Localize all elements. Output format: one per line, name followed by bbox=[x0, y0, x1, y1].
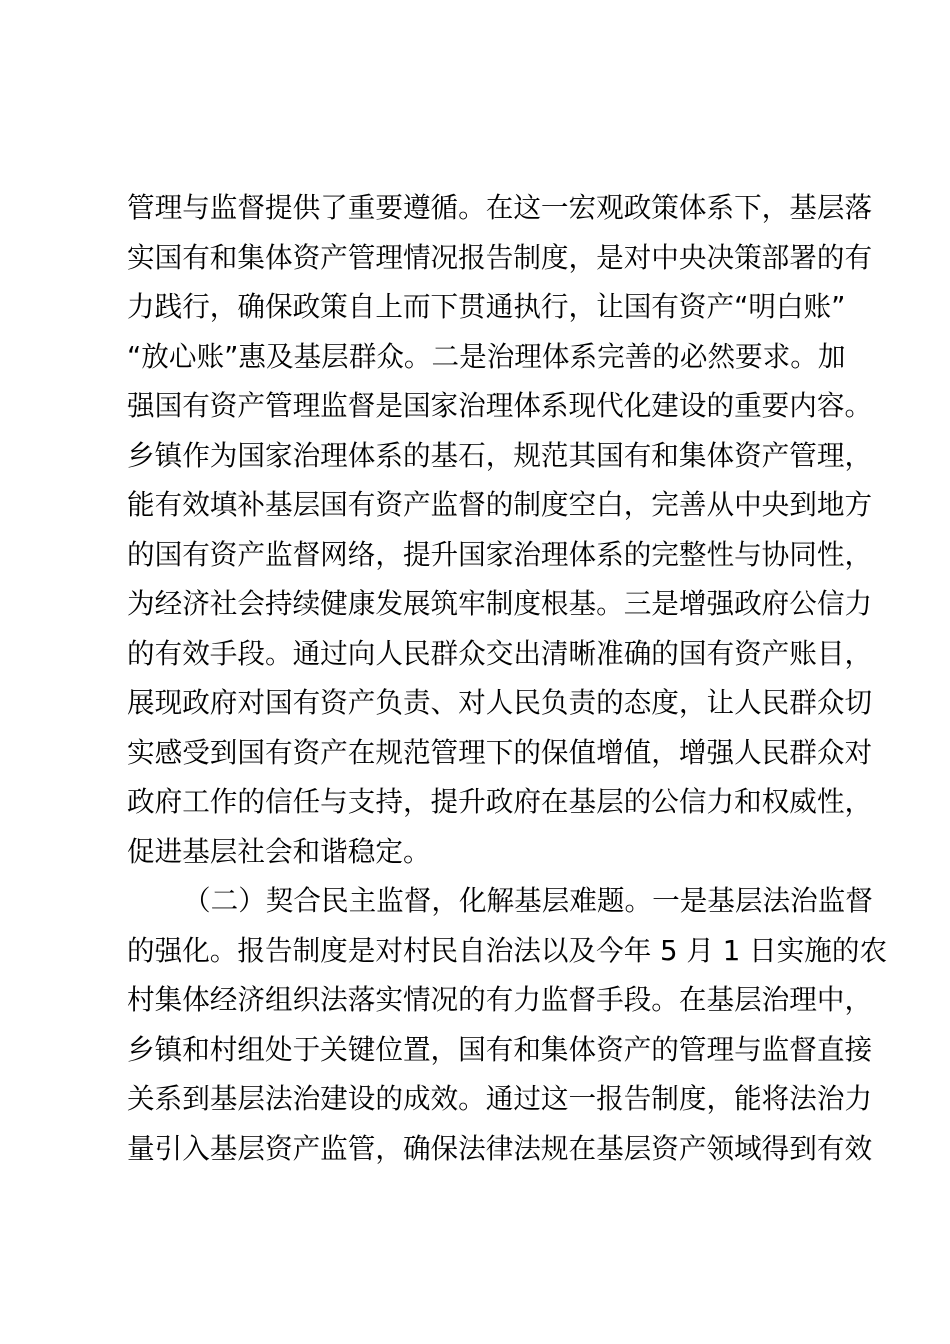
paragraph-2 bbox=[127, 876, 888, 1173]
paragraph-line: 村集体经济组织法落实情况的有力监督手段。在基层治理中， bbox=[127, 983, 873, 1016]
paragraph-line: 展现政府对国有资产负责、对人民负责的态度，让人民群众切 bbox=[127, 686, 873, 719]
paragraph-1 bbox=[127, 183, 873, 876]
paragraph-line: 促进基层社会和谐稳定。 bbox=[127, 834, 431, 868]
paragraph-line: “放心账”惠及基层群众。二是治理体系完善的必然要求。加 bbox=[127, 339, 846, 373]
paragraph-line: 政府工作的信任与支持，提升政府在基层的公信力和权威性， bbox=[127, 785, 873, 818]
paragraph-line: 为经济社会持续健康发展筑牢制度根基。三是增强政府公信力 bbox=[127, 587, 873, 620]
paragraph-line: 的国有资产监督网络，提升国家治理体系的完整性与协同性， bbox=[127, 537, 873, 571]
paragraph-line: 关系到基层法治建设的成效。通过这一报告制度，能将法治力 bbox=[127, 1082, 873, 1115]
body-text bbox=[127, 183, 888, 1173]
paragraph-line: 实国有和集体资产管理情况报告制度，是对中央决策部署的有 bbox=[127, 240, 873, 274]
paragraph-line: 管理与监督提供了重要遵循。在这一宏观政策体系下，基层落 bbox=[127, 191, 873, 224]
paragraph-line: 的有效手段。通过向人民群众交出清晰准确的国有资产账目， bbox=[127, 636, 873, 670]
paragraph-heading-line: （二）契合民主监督，化解基层难题。一是基层法治监督 bbox=[183, 884, 873, 917]
paragraph-line: 实感受到国有资产在规范管理下的保值增值，增强人民群众对 bbox=[127, 735, 873, 769]
paragraph-line: 量引入基层资产监管，确保法律法规在基层资产领域得到有效 bbox=[127, 1131, 873, 1165]
paragraph-line: 能有效填补基层国有资产监督的制度空白，完善从中央到地方 bbox=[127, 488, 873, 521]
paragraph-line: 的强化。报告制度是对村民自治法以及今年 5 月 1 日实施的农 bbox=[127, 933, 888, 967]
paragraph-line: 乡镇作为国家治理体系的基石，规范其国有和集体资产管理， bbox=[127, 438, 873, 472]
paragraph-line: 乡镇和村组处于关键位置，国有和集体资产的管理与监督直接 bbox=[127, 1032, 873, 1066]
paragraph-line: 力践行，确保政策自上而下贯通执行，让国有资产“明白账” bbox=[127, 290, 846, 323]
paragraph-line: 强国有资产管理监督是国家治理体系现代化建设的重要内容。 bbox=[127, 389, 873, 422]
